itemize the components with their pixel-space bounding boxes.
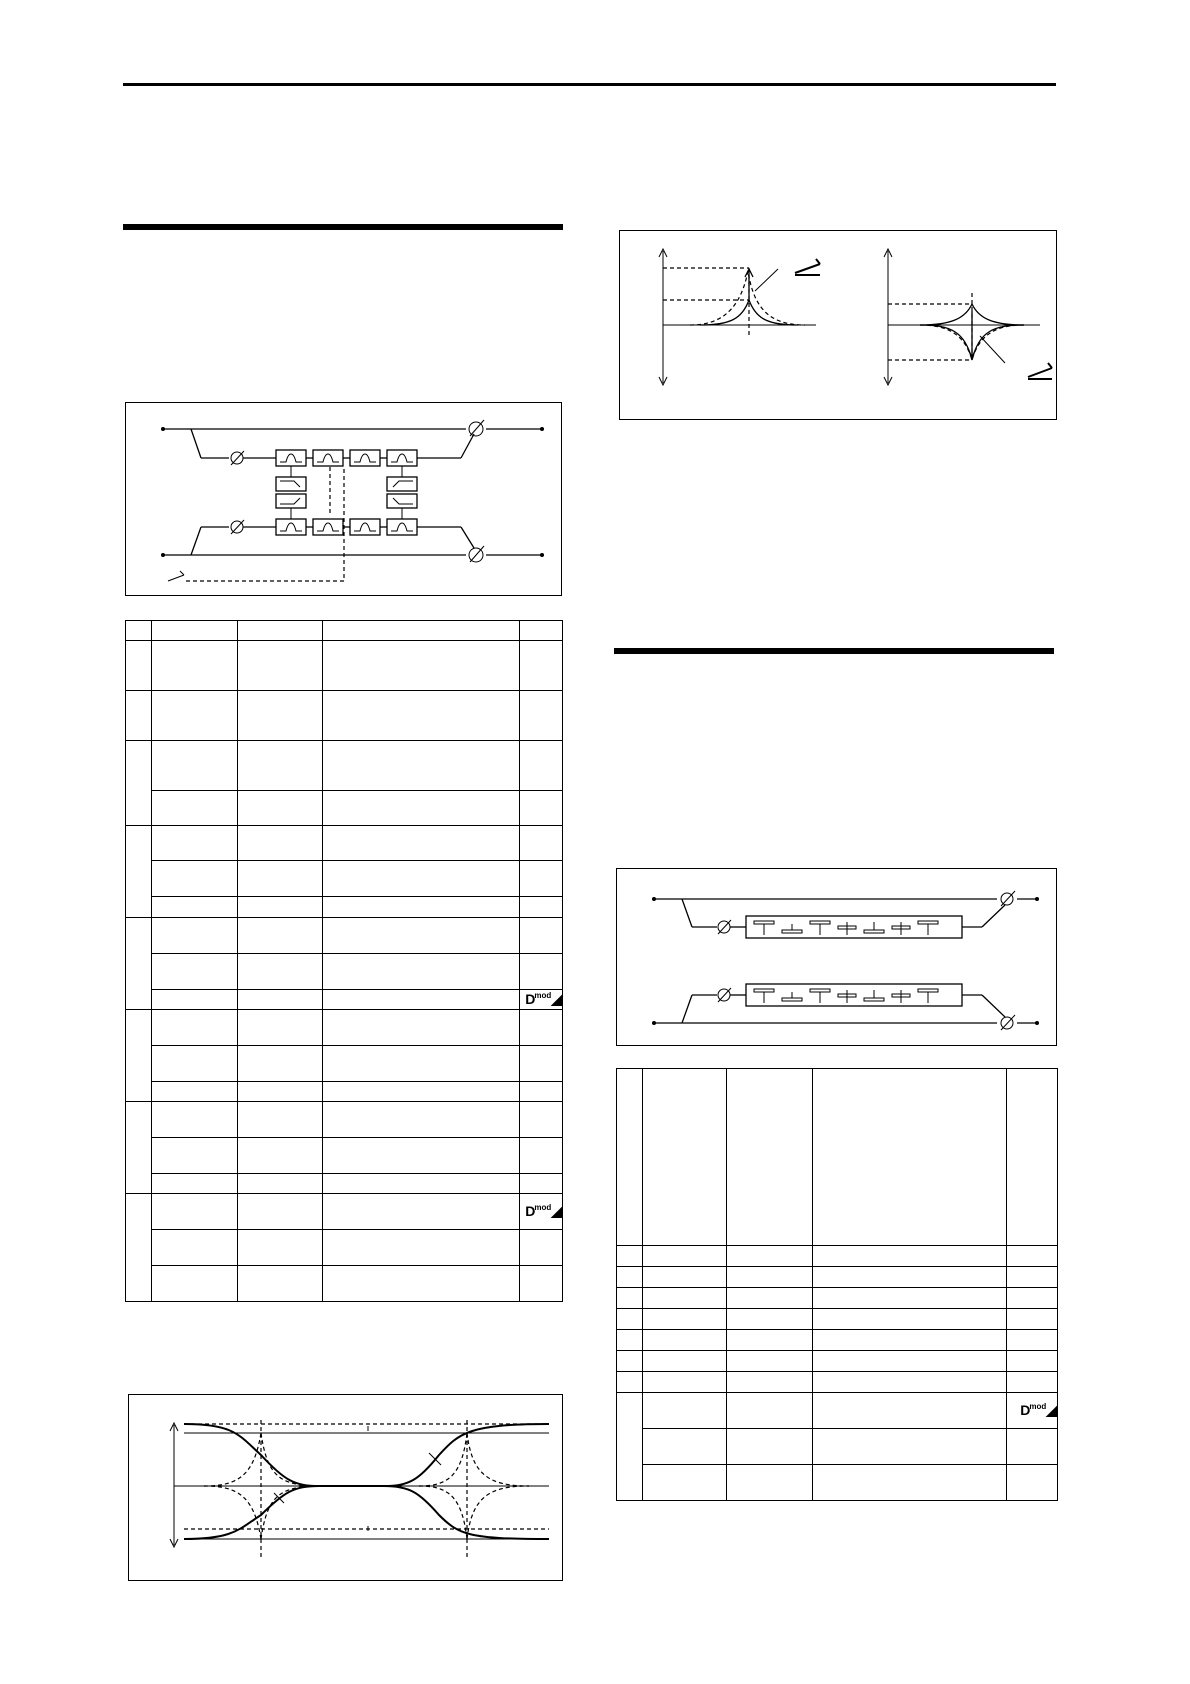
phase-response-graph xyxy=(128,1394,563,1581)
block-diagram-eq xyxy=(616,868,1057,1046)
block-diagram-eq-svg xyxy=(617,869,1058,1047)
modulation-pedal-icon xyxy=(795,259,820,275)
header-rule xyxy=(123,83,1056,86)
section-heading-bar-right xyxy=(614,648,1054,654)
phase-response-graph-svg xyxy=(129,1395,564,1582)
section-heading-bar-left xyxy=(123,224,563,230)
block-diagram-stereo xyxy=(125,402,562,596)
eq-response-graph-svg xyxy=(620,231,1058,421)
dmod-cell xyxy=(520,1194,563,1230)
dmod-source-icon: $D^{mod}◢$ xyxy=(1020,1401,1057,1418)
dmod-source-icon: $D^{mod}◢$ xyxy=(525,991,562,1007)
parameter-table-left xyxy=(125,620,563,1302)
parameter-table-right xyxy=(616,1068,1058,1501)
block-diagram-stereo-svg xyxy=(126,403,563,597)
eq-response-graph xyxy=(619,230,1057,420)
dmod-cell xyxy=(520,990,563,1010)
dmod-source-icon: $D^{mod}◢$ xyxy=(525,1202,562,1219)
dmod-cell xyxy=(1007,1393,1058,1429)
